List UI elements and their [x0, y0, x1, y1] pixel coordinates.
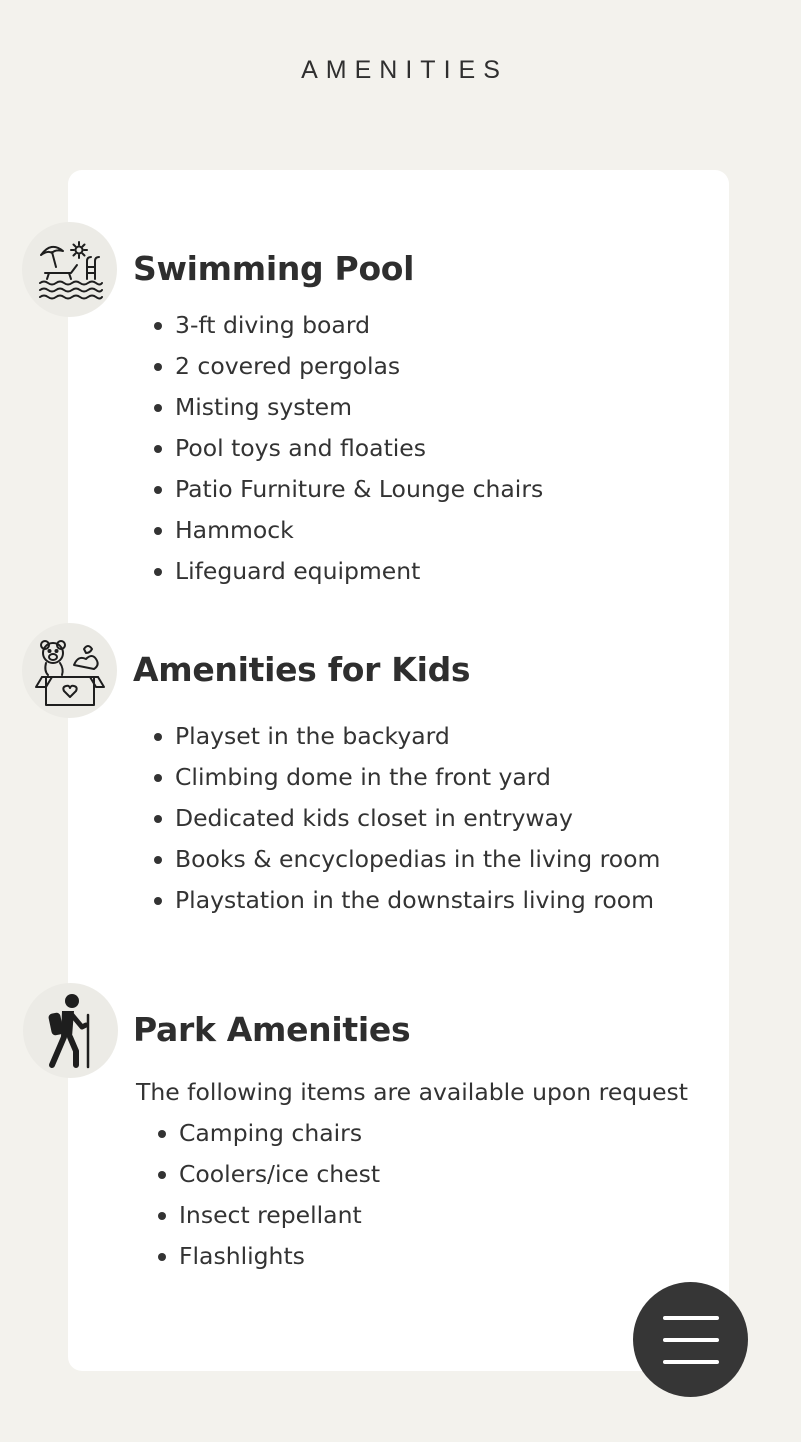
list-item: Flashlights — [158, 1236, 380, 1277]
pool-lounge-icon — [22, 222, 117, 317]
list-item: Lifeguard equipment — [154, 551, 543, 592]
list-item: Patio Furniture & Lounge chairs — [154, 469, 543, 510]
list-item: Playstation in the downstairs living room — [154, 880, 660, 921]
list-item: Dedicated kids closet in entryway — [154, 798, 660, 839]
kids-amenities-list — [154, 716, 660, 921]
list-item: Climbing dome in the front yard — [154, 757, 660, 798]
list-item: Hammock — [154, 510, 543, 551]
section-heading-swimming-pool: Swimming Pool — [133, 249, 415, 288]
list-item: 2 covered pergolas — [154, 346, 543, 387]
section-heading-park-amenities: Park Amenities — [133, 1010, 411, 1049]
list-item: Misting system — [154, 387, 543, 428]
park-amenities-list — [158, 1113, 380, 1277]
hiker-icon — [23, 983, 118, 1078]
list-item: Playset in the backyard — [154, 716, 660, 757]
page-title: AMENITIES — [301, 56, 508, 84]
list-item: Insect repellant — [158, 1195, 380, 1236]
list-item: Coolers/ice chest — [158, 1154, 380, 1195]
list-item: Camping chairs — [158, 1113, 380, 1154]
list-item: Books & encyclopedias in the living room — [154, 839, 660, 880]
section-heading-amenities-for-kids: Amenities for Kids — [133, 650, 471, 689]
swimming-pool-list — [154, 305, 543, 592]
menu-button[interactable] — [633, 1282, 748, 1397]
list-item: 3-ft diving board — [154, 305, 543, 346]
list-item: Pool toys and floaties — [154, 428, 543, 469]
hamburger-menu-icon — [663, 1312, 719, 1368]
toy-box-icon — [22, 623, 117, 718]
park-amenities-intro: The following items are available upon request — [136, 1078, 688, 1106]
